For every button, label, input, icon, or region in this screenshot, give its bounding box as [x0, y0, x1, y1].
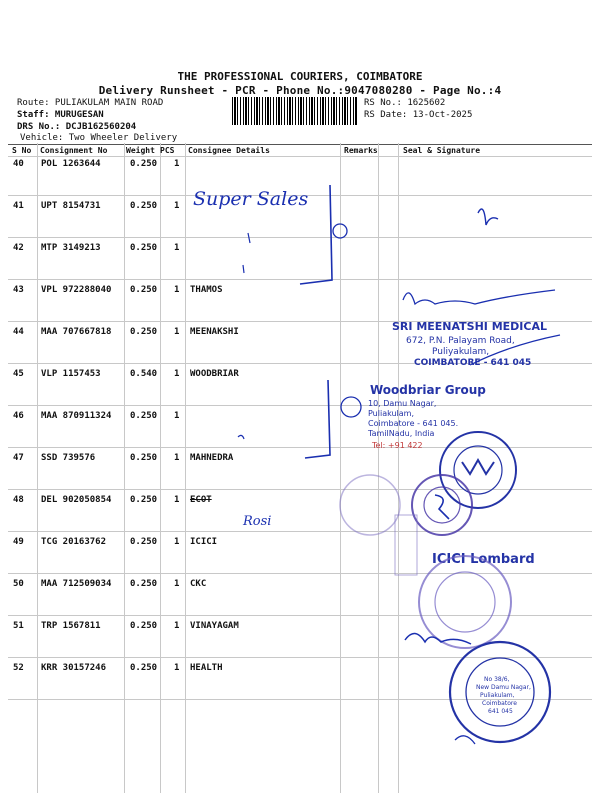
staff-label: Staff: MURUGESAN — [17, 110, 104, 120]
row-weight: 0.250 — [130, 159, 158, 169]
stamp-meenatshi-line3: COIMBATORE - 641 045 — [414, 358, 532, 368]
drs-number: DRS No.: DCJB162560204 — [17, 122, 137, 132]
row-consignee: THAMOS — [190, 285, 223, 295]
row-sno: 40 — [13, 159, 24, 169]
row-weight: 0.250 — [130, 621, 158, 631]
row-pcs: 1 — [174, 495, 180, 505]
stamp-health-line2: New Damu Nagar, — [476, 684, 531, 691]
row-consignee: VINAYAGAM — [190, 621, 239, 631]
row-weight: 0.250 — [130, 663, 158, 673]
col-sno: S No — [12, 146, 32, 155]
row-consignee: MAHNEDRA — [190, 453, 234, 463]
stamp-woodbriar-line2: Puliakulam, — [368, 409, 415, 418]
row-pcs: 1 — [174, 159, 180, 169]
stamp-meenatshi-line1: 672, P.N. Palayam Road, — [406, 336, 515, 346]
vehicle-label: Vehicle: Two Wheeler Delivery — [20, 133, 178, 143]
row-weight: 0.250 — [130, 537, 158, 547]
ink-signature-44 — [403, 290, 555, 304]
row-weight: 0.250 — [130, 579, 158, 589]
row-consignment: SSD 739576 — [41, 453, 96, 463]
ink-signature-52 — [455, 736, 475, 744]
row-weight: 0.250 — [130, 495, 158, 505]
row-sno: 45 — [13, 369, 24, 379]
stamp-health-line3: Puliakulam, — [480, 692, 515, 699]
stamp-health-line4: Coimbatore — [482, 700, 517, 707]
row-sno: 51 — [13, 621, 24, 631]
stamp-woodbriar-line3: Coimbatore - 641 045. — [368, 419, 459, 428]
row-consignee: ECOT — [190, 495, 212, 505]
row-consignment: KRR 30157246 — [41, 663, 107, 673]
stamp-meenatshi-line2: Puliyakulam, — [432, 347, 490, 357]
row-consignment: MAA 712509034 — [41, 579, 112, 589]
col-pcs: PCS — [160, 146, 175, 155]
row-consignment: TCG 20163762 — [41, 537, 107, 547]
row-pcs: 1 — [174, 411, 180, 421]
stamp-mahindra-logo — [462, 460, 494, 474]
row-sno: 44 — [13, 327, 24, 337]
row-sno: 42 — [13, 243, 24, 253]
ink-signature-41 — [478, 209, 498, 225]
stamp-health-line5: 641 045 — [488, 708, 513, 715]
row-weight: 0.250 — [130, 327, 158, 337]
row-consignment: VLP 1157453 — [41, 369, 101, 379]
row-pcs: 1 — [174, 621, 180, 631]
row-sno: 41 — [13, 201, 24, 211]
row-consignee: CKC — [190, 579, 207, 589]
handwritten-super-sales: Super Sales — [193, 188, 309, 210]
stamp-mahindra-inner — [454, 446, 502, 494]
ink-circle-1 — [333, 224, 347, 238]
row-consignment: UPT 8154731 — [41, 201, 101, 211]
col-consignment: Consignment No — [40, 146, 108, 155]
stamp-health-line1: No 38/6, — [484, 676, 510, 683]
stamp-icici-box — [395, 515, 417, 575]
stamp-woodbriar-line5: Tel: +91 422 — [372, 441, 423, 450]
ink-mark-46 — [238, 435, 244, 439]
ink-signature-51 — [405, 633, 471, 644]
row-pcs: 1 — [174, 663, 180, 673]
rs-number: RS No.: 1625602 — [364, 98, 446, 108]
row-consignment: POL 1263644 — [41, 159, 101, 169]
row-sno: 47 — [13, 453, 24, 463]
ink-signature-48 — [435, 495, 449, 519]
row-consignment: MTP 3149213 — [41, 243, 101, 253]
row-consignee: ICICI — [190, 537, 218, 547]
handwritten-rosi: Rosi — [243, 514, 272, 529]
row-sno: 46 — [13, 411, 24, 421]
stamp-woodbriar-name: Woodbriar Group — [370, 383, 486, 397]
row-sno: 43 — [13, 285, 24, 295]
row-weight: 0.540 — [130, 369, 158, 379]
rs-date: RS Date: 13-Oct-2025 — [364, 110, 473, 120]
col-consignee: Consignee Details — [188, 146, 270, 155]
row-pcs: 1 — [174, 579, 180, 589]
col-remarks: Remarks — [344, 146, 378, 155]
stamp-faded-ring — [340, 475, 400, 535]
row-consignee: HEALTH — [190, 663, 223, 673]
row-pcs: 1 — [174, 369, 180, 379]
stamp-meenatshi-name: SRI MEENATSHI MEDICAL — [392, 320, 547, 333]
row-pcs: 1 — [174, 453, 180, 463]
stamp-mahindra-ring — [440, 432, 516, 508]
col-weight: Weight — [126, 146, 155, 155]
stamp-woodbriar-line4: TamilNadu, India — [368, 429, 435, 438]
row-weight: 0.250 — [130, 243, 158, 253]
row-pcs: 1 — [174, 201, 180, 211]
row-consignment: VPL 972288040 — [41, 285, 112, 295]
row-weight: 0.250 — [130, 453, 158, 463]
row-pcs: 1 — [174, 243, 180, 253]
row-sno: 50 — [13, 579, 24, 589]
stamp-icici-name: ICICI Lombard — [432, 552, 535, 567]
row-pcs: 1 — [174, 327, 180, 337]
row-pcs: 1 — [174, 285, 180, 295]
route-label: Route: PULIAKULAM MAIN ROAD — [17, 98, 164, 108]
row-sno: 48 — [13, 495, 24, 505]
row-consignee: WOODBRIAR — [190, 369, 239, 379]
row-consignment: DEL 902050854 — [41, 495, 112, 505]
runsheet-title: Delivery Runsheet - PCR - Phone No.:9047080280 - Page No.:4 — [98, 84, 502, 97]
stamp-woodbriar-line1: 10, Damu Nagar, — [368, 399, 437, 408]
ink-bracket-2 — [305, 380, 330, 458]
row-consignment: TRP 1567811 — [41, 621, 101, 631]
row-consignment: MAA 707667818 — [41, 327, 112, 337]
stamp-large-inner — [435, 572, 495, 632]
row-pcs: 1 — [174, 537, 180, 547]
row-sno: 49 — [13, 537, 24, 547]
stamp-large-ring — [419, 556, 511, 648]
row-consignment: MAA 870911324 — [41, 411, 112, 421]
col-seal: Seal & Signature — [403, 146, 481, 155]
row-weight: 0.250 — [130, 201, 158, 211]
ink-circle-2 — [341, 397, 361, 417]
row-weight: 0.250 — [130, 285, 158, 295]
company-title: THE PROFESSIONAL COURIERS, COIMBATORE — [177, 70, 423, 83]
row-sno: 52 — [13, 663, 24, 673]
ink-ticks — [243, 233, 250, 273]
row-weight: 0.250 — [130, 411, 158, 421]
row-consignee: MEENAKSHI — [190, 327, 239, 337]
